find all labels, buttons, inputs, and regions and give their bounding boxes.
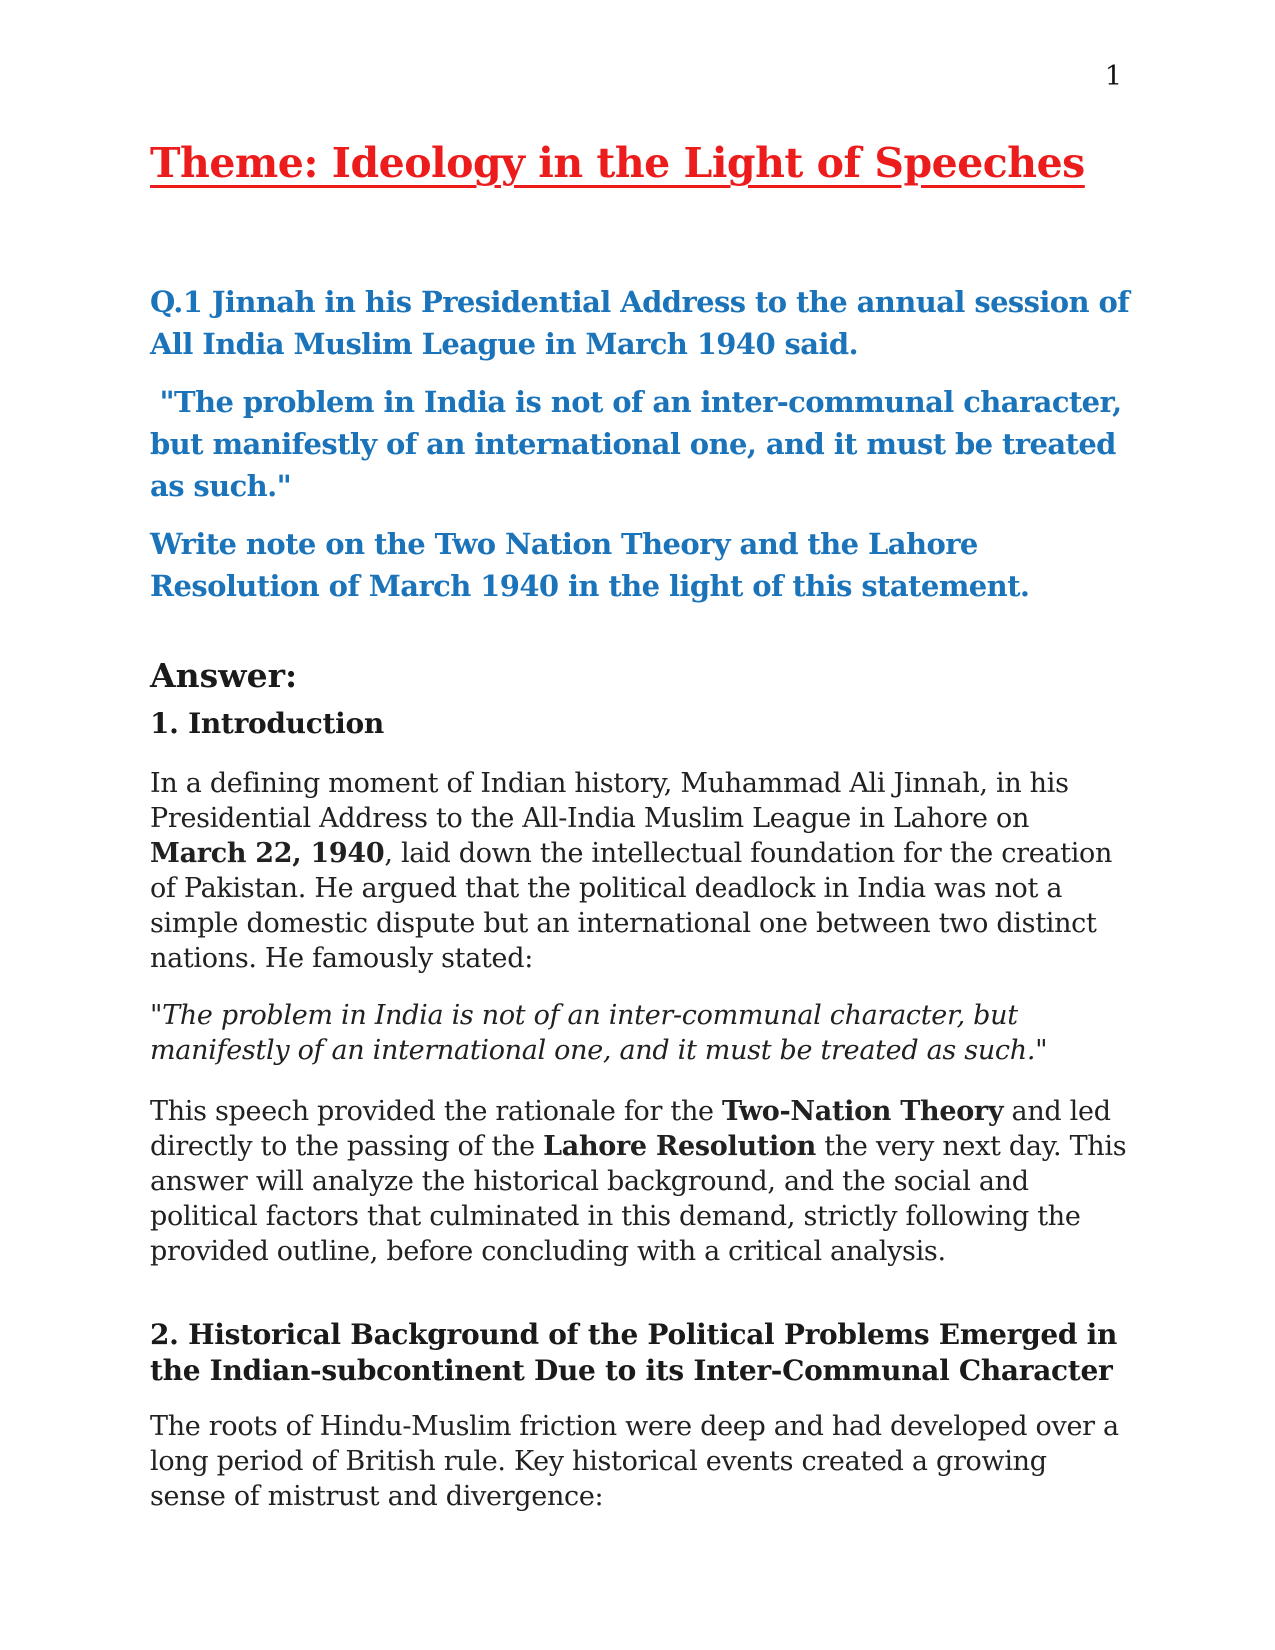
question-lead: Q.1 Jinnah in his Presidential Address to the annual session of All India Muslim League in March 1940 said.: [150, 285, 1139, 362]
section-2-heading: 2. Historical Background of the Political Problems Emerged in the Indian-subcontinent Due to its Inter-Communal Character: [150, 1318, 1118, 1388]
historical-background-paragraph: The roots of Hindu-Muslim friction were deep and had developed over a long period of British rule. Key historical events created a growing sense of mistrust and divergence:: [150, 1411, 1119, 1513]
document-title: Theme: Ideology in the Light of Speeches: [150, 139, 1085, 187]
introduction-paragraph: In a defining moment of Indian history, Muhammad Ali Jinnah, in his Presidential Address to the All-India Muslim League in Lahore on March 22, 1940, laid down the intellectual foundation for the creation of Pakistan. He argued that the political deadlock in India was not a simple domestic dispute but an international one between two distinct nations. He famously stated:: [150, 768, 1113, 975]
question-task: Write note on the Two Nation Theory and the Lahore Resolution of March 1940 in the light of this statement.: [150, 527, 1030, 604]
answer-heading: Answer:: [150, 656, 298, 696]
section-1-heading: 1. Introduction: [150, 707, 384, 741]
analysis-paragraph: This speech provided the rationale for the Two-Nation Theory and led directly to the passing of the Lahore Resolution the very next day. This answer will analyze the historical background, and the social and political factors that culminated in this demand, strictly following the provided outline, before concluding with a critical analysis.: [150, 1096, 1127, 1268]
page-number: 1: [1104, 61, 1122, 92]
question-quote: "The problem in India is not of an inter-communal character, but manifestly of an international one, and it must be treated as such.": [150, 385, 1132, 504]
question-block: [150, 281, 1139, 607]
jinnah-quote-paragraph: "The problem in India is not of an inter-communal character, but manifestly of an international one, and it must be treated as such.": [150, 1000, 1048, 1067]
